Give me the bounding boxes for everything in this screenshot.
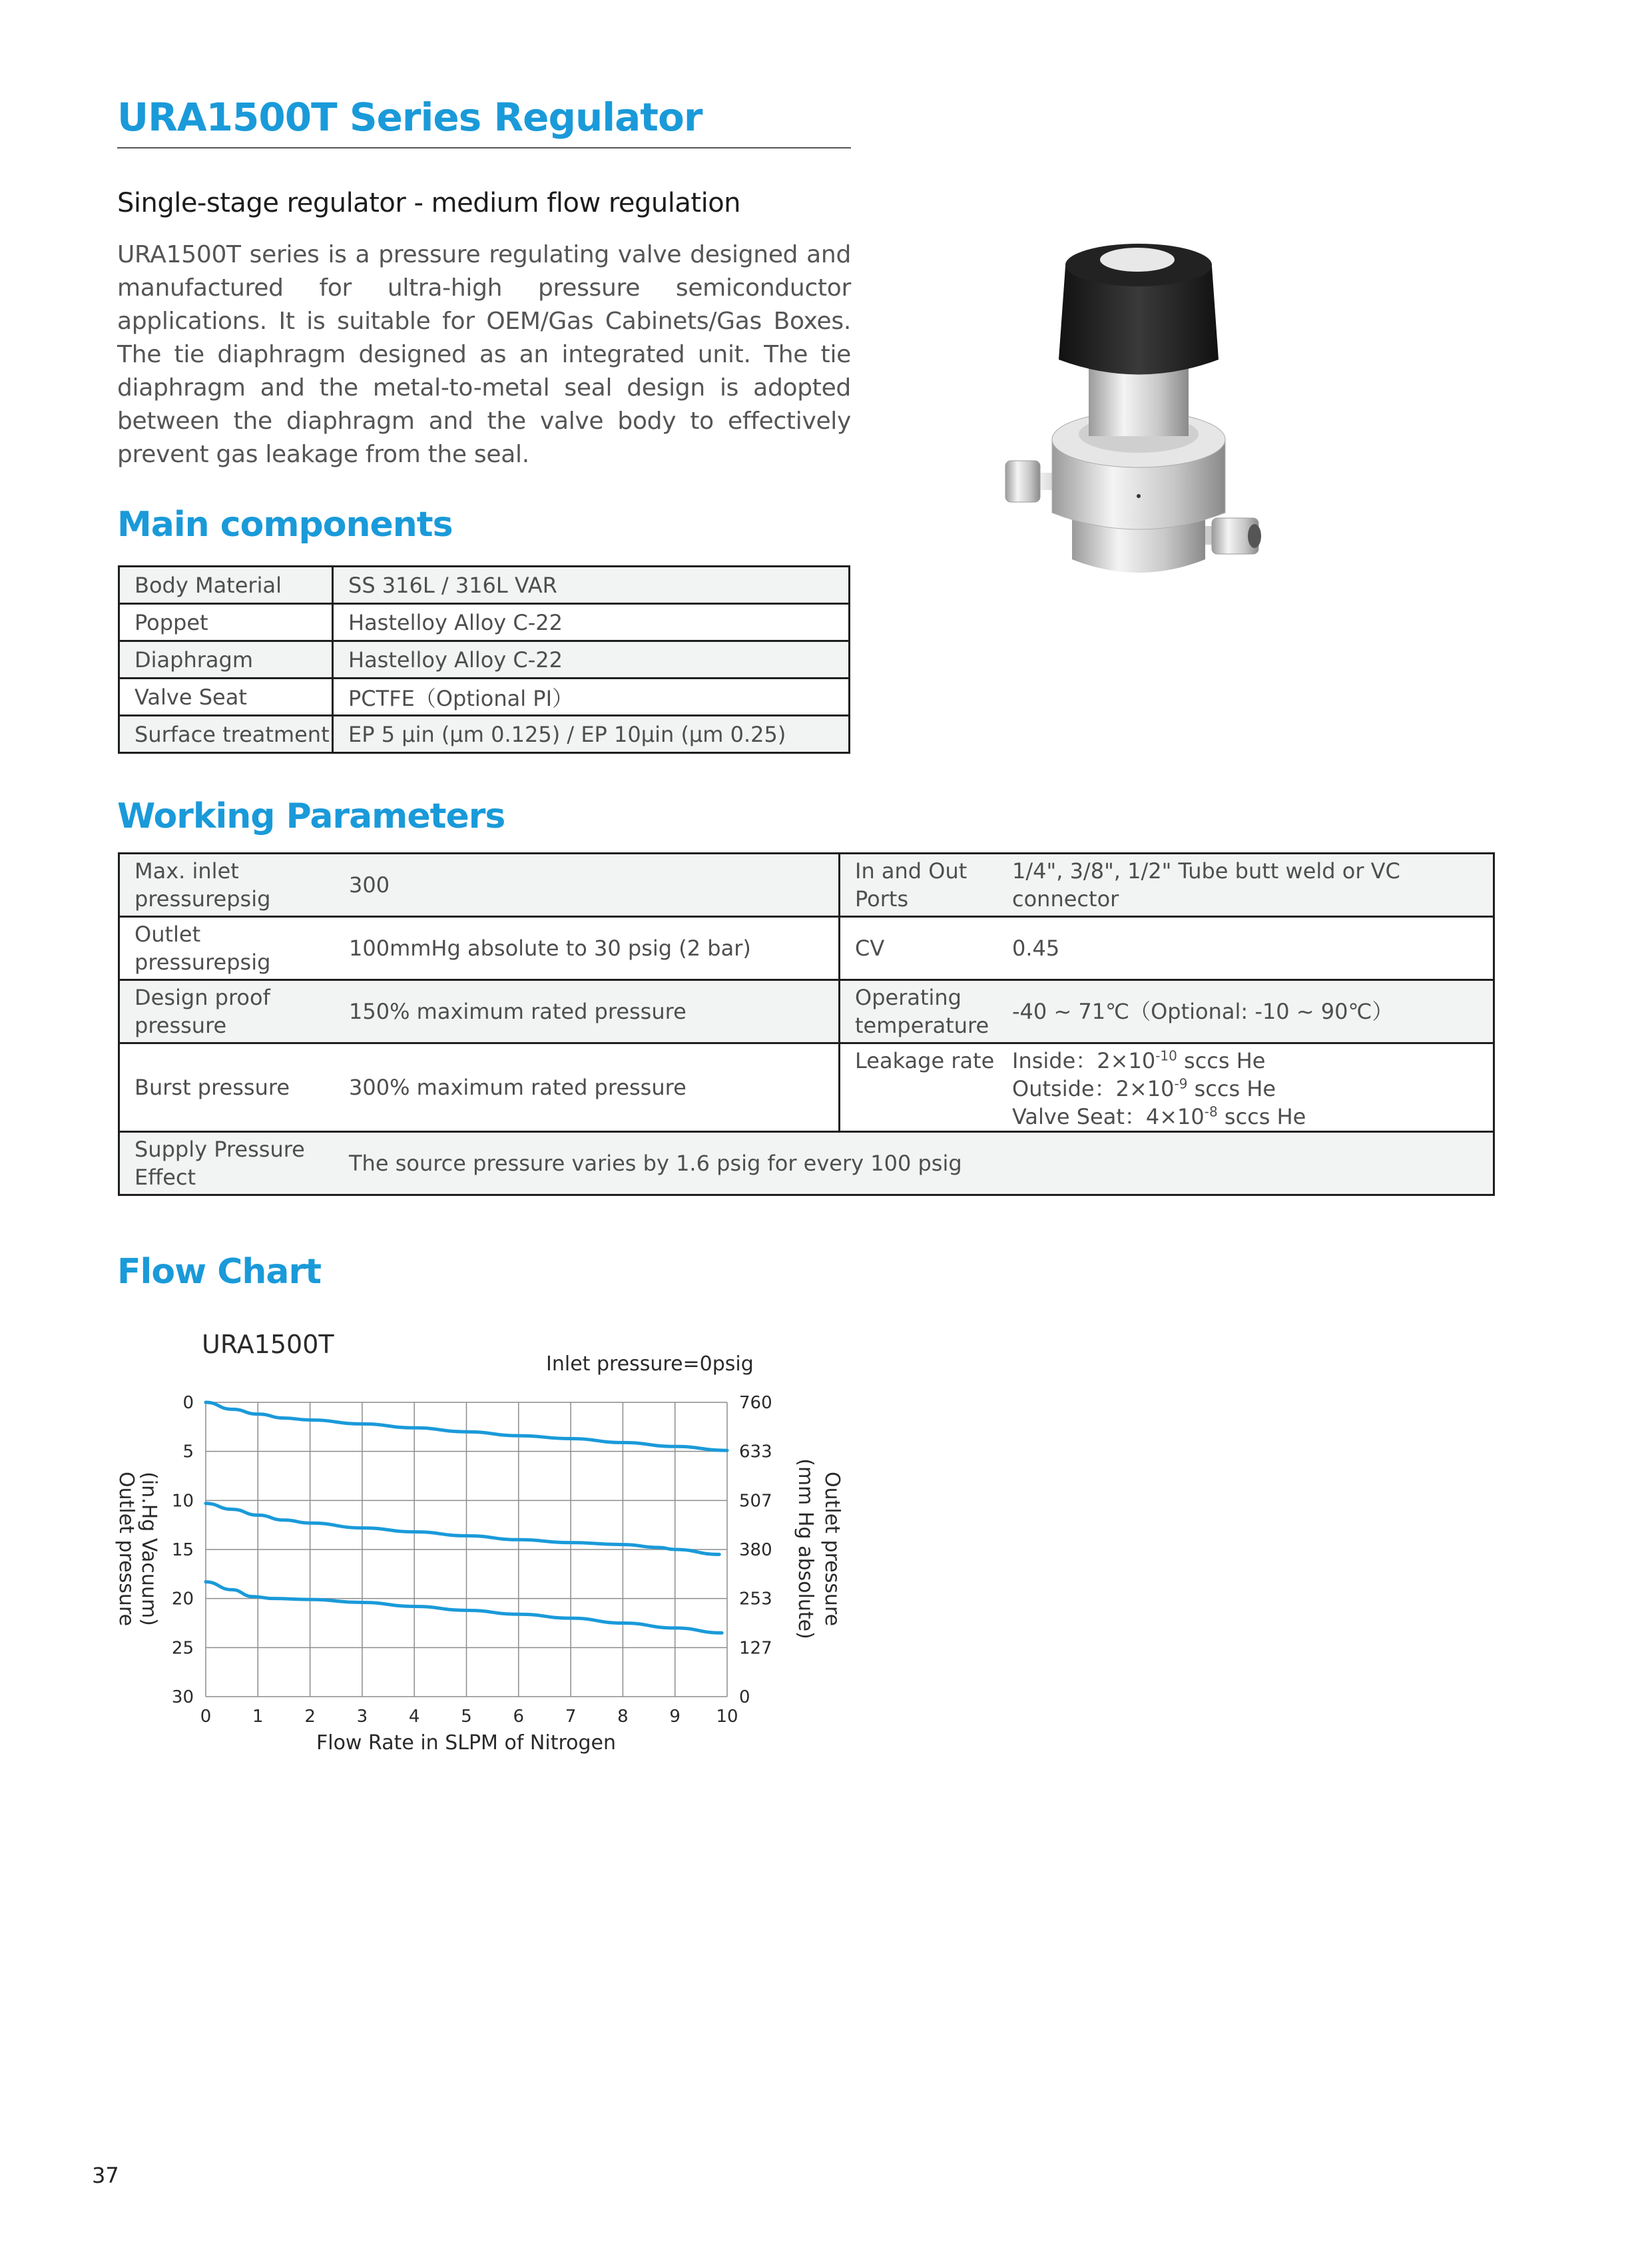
section-heading-working: Working Parameters xyxy=(117,796,505,836)
page-number: 37 xyxy=(92,2163,119,2188)
component-value: Hastelloy Alloy C-22 xyxy=(333,641,850,679)
component-label: Surface treatment xyxy=(119,716,333,753)
y-right-tick-label: 760 xyxy=(739,1393,772,1413)
table-row xyxy=(119,980,1494,1043)
x-tick-label: 10 xyxy=(716,1707,738,1727)
flow-chart xyxy=(100,1325,866,1791)
subtitle: Single-stage regulator - medium flow regulation xyxy=(117,188,741,218)
y-right-tick-label: 253 xyxy=(739,1589,772,1609)
section-heading-flow: Flow Chart xyxy=(117,1252,321,1292)
y-left-tick-label: 25 xyxy=(171,1638,194,1659)
x-tick-label: 7 xyxy=(565,1707,577,1727)
component-label: Poppet xyxy=(119,604,333,641)
chart-ticks xyxy=(172,1393,772,1727)
y-left-tick-label: 15 xyxy=(171,1540,194,1560)
x-tick-label: 2 xyxy=(304,1707,316,1727)
y-left-label-1: Outlet pressure xyxy=(115,1471,138,1627)
x-tick-label: 8 xyxy=(617,1707,629,1727)
table-row xyxy=(119,1132,1494,1195)
param-label-burst: Burst pressure xyxy=(119,1043,335,1132)
y-right-label-2: (mm Hg absolute) xyxy=(794,1458,817,1639)
param-label-proof: Design proof pressure xyxy=(119,980,335,1043)
x-tick-label: 6 xyxy=(513,1707,525,1727)
working-parameters-table xyxy=(118,852,1495,1196)
y-right-label-1: Outlet pressure xyxy=(820,1471,844,1627)
x-tick-label: 0 xyxy=(200,1707,212,1727)
x-tick-label: 4 xyxy=(408,1707,420,1727)
table-row xyxy=(119,567,850,604)
param-value-max-inlet: 300 xyxy=(334,854,840,917)
y-left-tick-label: 30 xyxy=(171,1687,194,1707)
y-right-tick-label: 507 xyxy=(739,1491,772,1512)
y-left-tick-label: 5 xyxy=(182,1442,194,1462)
param-label-supply: Supply Pressure Effect xyxy=(119,1132,335,1195)
component-value: EP 5 μin (μm 0.125) / EP 10μin (μm 0.25) xyxy=(333,716,850,753)
param-label-leak: Leakage rate xyxy=(840,1043,998,1132)
param-label-outlet: Outlet pressurepsig xyxy=(119,917,335,980)
x-tick-label: 9 xyxy=(669,1707,681,1727)
series-line-curve-2 xyxy=(206,1504,719,1555)
component-label: Diaphragm xyxy=(119,641,333,679)
x-axis-label: Flow Rate in SLPM of Nitrogen xyxy=(316,1731,617,1755)
chart-grid xyxy=(206,1402,727,1697)
param-value-burst: 300% maximum rated pressure xyxy=(334,1043,840,1132)
y-left-tick-label: 20 xyxy=(171,1589,194,1609)
knob-cap xyxy=(1100,248,1175,272)
param-value-cv: 0.45 xyxy=(997,917,1494,980)
param-label-temp: Operating temperature xyxy=(840,980,998,1043)
table-row xyxy=(119,1043,1494,1132)
component-value: Hastelloy Alloy C-22 xyxy=(333,604,850,641)
table-row xyxy=(119,716,850,753)
regulator-product-image xyxy=(985,226,1278,653)
y-right-tick-label: 633 xyxy=(739,1442,772,1462)
table-row xyxy=(119,641,850,679)
param-value-outlet: 100mmHg absolute to 30 psig (2 bar) xyxy=(334,917,840,980)
y-left-tick-label: 10 xyxy=(171,1491,194,1512)
table-row xyxy=(119,679,850,716)
component-value: PCTFE（Optional PI） xyxy=(333,679,850,716)
section-heading-components: Main components xyxy=(117,505,453,545)
param-label-cv: CV xyxy=(840,917,998,980)
param-label-ports: In and Out Ports xyxy=(840,854,998,917)
y-right-tick-label: 0 xyxy=(739,1687,750,1707)
y-left-tick-label: 0 xyxy=(182,1393,194,1413)
component-value: SS 316L / 316L VAR xyxy=(333,567,850,604)
param-value-supply: The source pressure varies by 1.6 psig for every 100 psig xyxy=(334,1132,1494,1195)
series-line-curve-3 xyxy=(206,1582,722,1633)
chart-title: URA1500T xyxy=(202,1330,334,1359)
component-label: Valve Seat xyxy=(119,679,333,716)
param-value-ports: 1/4", 3/8", 1/2" Tube butt weld or VC connector xyxy=(997,854,1494,917)
table-row xyxy=(119,604,850,641)
title-divider xyxy=(117,147,851,148)
table-row xyxy=(119,917,1494,980)
component-label: Body Material xyxy=(119,567,333,604)
intro-paragraph: URA1500T series is a pressure regulating valve designed and manufactured for ultra-high pressure semiconductor applications. It is suitable for OEM/Gas Cabinets/Gas Boxes. The tie diaphragm designed as an integrated unit. The tie diaphragm and the metal-to-metal seal design is adopted between the diaphragm and the valve body to effectively prevent gas leakage from the seal. xyxy=(117,241,851,468)
param-label-max-inlet: Max. inlet pressurepsig xyxy=(119,854,335,917)
y-left-label-2: (in.Hg Vacuum) xyxy=(137,1472,160,1626)
components-table xyxy=(118,565,850,754)
x-tick-label: 3 xyxy=(356,1707,368,1727)
page-title: URA1500T Series Regulator xyxy=(117,95,702,140)
x-tick-label: 5 xyxy=(461,1707,472,1727)
x-tick-label: 1 xyxy=(252,1707,264,1727)
param-value-temp: -40 ~ 71℃（Optional: -10 ~ 90℃） xyxy=(997,980,1494,1043)
y-right-tick-label: 380 xyxy=(739,1540,772,1560)
inlet-fitting xyxy=(1005,461,1040,502)
chart-annotation: Inlet pressure=0psig xyxy=(546,1352,754,1376)
param-value-leak: Inside：$2\times 10^{-10}$ sccs He Outside：$2\times 10^{-9}$ sccs He Valve Seat：$4\times 10^{-8}$ sccs He xyxy=(997,1043,1494,1132)
y-right-tick-label: 127 xyxy=(739,1638,772,1659)
param-value-proof: 150% maximum rated pressure xyxy=(334,980,840,1043)
table-row xyxy=(119,854,1494,917)
